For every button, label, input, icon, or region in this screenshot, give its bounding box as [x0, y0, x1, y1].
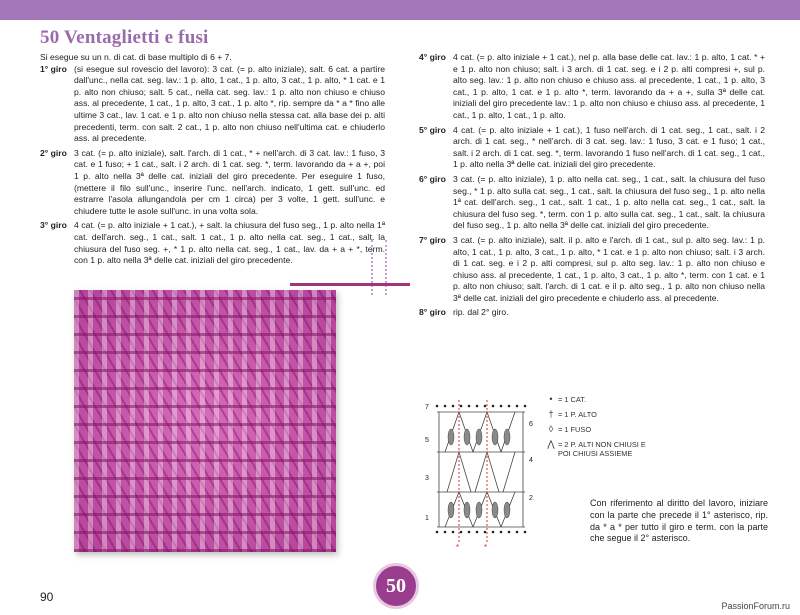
diagram-row-number: 6	[529, 421, 533, 428]
legend-text: = 1 CAT.	[558, 395, 586, 404]
divider-stripe	[290, 283, 410, 286]
diagram-row-number: 2	[529, 495, 533, 502]
round-step	[419, 174, 765, 232]
dotted-decoration	[371, 240, 387, 295]
round-label: 5° giro	[419, 124, 446, 135]
legend-text: = 1 P. ALTO	[558, 410, 597, 419]
round-step	[40, 148, 385, 218]
round-step	[419, 307, 765, 319]
round-text: rip. dal 2° giro.	[453, 307, 509, 318]
crochet-swatch-photo	[74, 290, 336, 552]
intro-text: Si esegue su un n. di cat. di base multiplo di 6 + 7.	[40, 52, 232, 62]
legend-item	[544, 395, 652, 404]
legend-item	[544, 440, 652, 458]
double-crochet-icon: †	[548, 409, 554, 419]
diagram-row-number: 5	[425, 437, 429, 444]
round-label: 7° giro	[419, 234, 446, 245]
diagram-legend	[544, 395, 652, 464]
page-number: 90	[40, 590, 54, 604]
round-text: 4 cat. (= p. alto iniziale + 1 cat.), 1 fuso nell'arch. di 1 cat. seg., 1 cat., salt. i 2 arch. di 1 cat. seg., * nell'arch. di 3 cat. seg. lav.: 1 fuso, 3 cat. e 1 fuso; 1 cat., salt. i 2 arch. di 1 cat. seg. *, term. lavorando 1 fuso nell'arch. di 1 cat. seg., 1 cat., 1 p. alto nella 3ª delle cat. iniziali del giro precedente.	[453, 124, 765, 170]
instructions-left-column	[40, 52, 385, 270]
crochet-diagram	[425, 392, 537, 552]
pattern-number-badge: 50	[373, 563, 419, 609]
instructions-right-column	[419, 52, 765, 322]
round-text: (si esegue sul rovescio del lavoro): 3 cat. (= p. alto iniziale), salt. 6 cat. a partire dall'unc., nella cat. seg. lav.: 1 p. alto, 1 cat., 1 p. alto, 3 cat., 1 p. alto, * 1 cat. e 1 p. alto non chiuso; salt. 5 cat., nella cat. seg. lav.: 1 p. alto non chiuso e chiuso ass. al precedente, 1 cat., 1 p. alto, 3 cat., 1 p. alto *, rip. sempre da * a * fino alle ultime 3 cat., lav. 1 cat. e 1 p. alto non chiuso nella stessa cat. alla base dei p. alti precedenti, term. con salt. 2 cat., 1 p. alto non chiuso nell'ultima cat. e chiuderlo ass. al precedente.	[74, 63, 385, 144]
round-step	[419, 235, 765, 305]
round-label: 8° giro	[419, 307, 446, 318]
round-step	[419, 52, 765, 122]
round-step	[40, 64, 385, 145]
svg-text:*: *	[484, 543, 488, 552]
legend-text: = 1 FUSO	[558, 425, 592, 434]
round-label: 2° giro	[40, 147, 67, 158]
diagram-row-number: 1	[425, 515, 429, 522]
round-label: 6° giro	[419, 173, 446, 184]
puff-stitch-icon: ◊	[548, 424, 554, 434]
dc2tog-icon: ⋀	[547, 439, 555, 449]
legend-text: = 2 P. ALTI NON CHIUSI E POI CHIUSI ASSIEME	[558, 440, 646, 458]
diagram-row-number: 4	[529, 457, 533, 464]
round-text: 4 cat. (= p. alto iniziale + 1 cat.), + salt. la chiusura del fuso seg., 1 p. alto nella 1ª cat. dell'arch. seg., 1 cat., salt. 1 cat., 1 p. alto nella cat. seg., 1 cat., salt. la chiusura del fuso seg. +, * 1 p. alto nella cat. seg., 1 cat., lav. da + a + *, term. con 1 p. alto nella 3ª delle cat. iniziali del giro precedente.	[74, 220, 385, 266]
round-step	[40, 220, 385, 266]
watermark: PassionForum.ru	[721, 601, 790, 611]
top-color-band	[0, 0, 800, 20]
page-title: 50 Ventaglietti e fusi	[40, 27, 209, 48]
svg-text:*: *	[456, 543, 460, 552]
round-text: 3 cat. (= p. alto iniziale), salt. il p. alto e l'arch. di 1 cat., sul p. alto seg. lav.: 1 p. alto, 1 cat., 1 p. alto, 3 cat., 1 p. alto, * 1 cat. e 1 p. alto non chiuso; salt. i 3 arch. di 1 cat. seg. e i 2 p. alti compresi, sul p. alto seg. lav.: 1 p. alto non chiuso e chiuso ass. al precedente, 1 cat., 1 p. alto, 3 cat., 1 p. alto *, term. con 1 cat. e 1 p. alto non chiuso; salt. l'arch. di 1 cat. e il p. alto seg., 1 p. alto non chiuso nella 3ª delle cat. iniziali del giro precedente e chiuderlo ass. al precedente.	[453, 234, 765, 303]
legend-item	[544, 410, 652, 419]
round-text: 3 cat. (= p. alto iniziale), 1 p. alto nella cat. seg., 1 cat., salt. la chiusura del fuso seg., * 1 p. alto sulla cat. seg., 1 cat., salt. la chiusura del fuso seg., 1 p. alto nella 1ª cat. dell'arch. seg., 1 cat., salt. 1 cat., 1 p. alto nella cat. seg., 1 cat., salt. la chiusura del fuso seg. *, term. con 1 p. alto sulla cat. seg., 1 cat., salt. la chiusura del fuso seg., 1 p. alto nella 3ª delle cat. iniziali del giro precedente.	[453, 173, 765, 231]
diagram-row-number: 3	[425, 475, 429, 482]
legend-item	[544, 425, 652, 434]
round-text: 4 cat. (= p. alto iniziale + 1 cat.), nel p. alla base delle cat. lav.: 1 p. alto, 1 cat. * + e 1 p. alto non chiuso; salt. i 3 arch. di 1 cat. seg. e i 2 p. alti compresi +, sul p. alto seg. lav.: 1 p. alto non chiuso e chiuso ass. al precedente, 1 cat., 1 p. alto, 3 cat., 1 p. alto, 1 cat. e 1 p. alto *, term. lavorando da + a +, sulla 3ª delle cat. iniziali del giro precedente lav.: 1 p. alto non chiuso e chiuso ass. al precedente, 1 cat., 1 p. alto, 1 cat., 1 p. alto.	[453, 52, 765, 120]
diagram-row-number: 7	[425, 404, 429, 411]
round-label: 3° giro	[40, 220, 67, 231]
round-label: 1° giro	[40, 63, 67, 74]
round-label: 4° giro	[419, 52, 446, 62]
round-step	[419, 125, 765, 171]
chain-stitch-icon: •	[549, 394, 553, 404]
round-text: 3 cat. (= p. alto iniziale), salt. l'arch. di 1 cat., * + nell'arch. di 3 cat. lav.: 1 fuso, 3 cat. e 1 fuso; + 1 cat., salt. i 2 arch. di 1 cat. seg. *, term. lavorando da + a +, poi 1 p. alto nella 3ª delle cat. iniziali del giro precedente. Per eseguire 1 fuso, (mettere il filo sull'unc., inserire l'unc. nell'arch. indicato, 1 gett. sull'unc. ed estrarre l'asola allungandola per cm 1 circa) per 3 volte, 1 gett. sull'unc. e chiudere tutte le asole sull'unc. in una volta sola.	[74, 147, 385, 216]
diagram-note: Con riferimento al diritto del lavoro, iniziare con la parte che precede il 1° asterisco, rip. da * a * per tutto il giro e term. con la parte che segue il 2° asterisco.	[590, 498, 768, 544]
